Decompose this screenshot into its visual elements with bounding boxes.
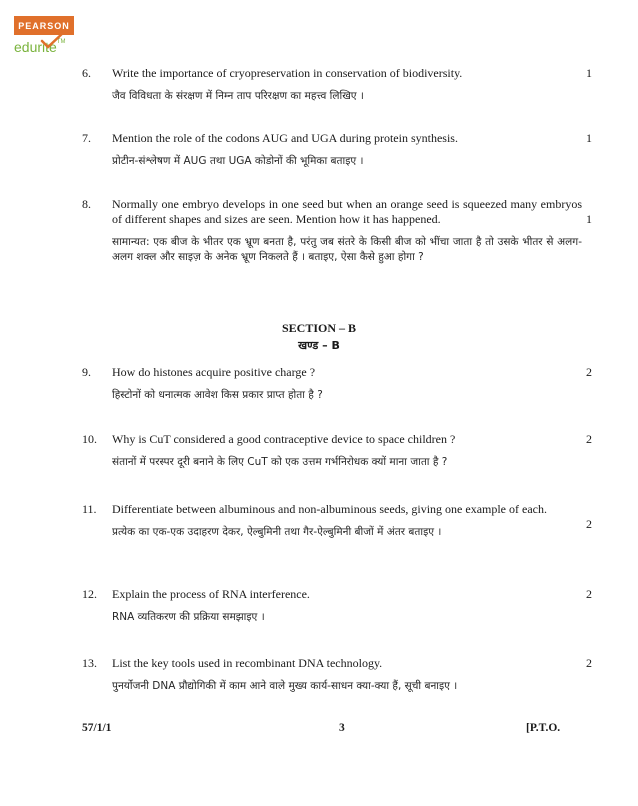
- checkmark-icon: [40, 31, 66, 49]
- section-heading-hi: खण्ड – B: [298, 339, 340, 352]
- question-text-hi: RNA व्यतिकरण की प्रक्रिया समझाइए ।: [112, 611, 265, 623]
- section-heading: SECTION – B: [281, 321, 357, 335]
- question-marks: 2: [586, 517, 592, 531]
- question-text-hi: पुनर्योजनी DNA प्रौद्योगिकी में काम आने वाले मुख्य कार्य-साधन क्या-क्या हैं, सूची बनाइए ।: [112, 680, 458, 692]
- question-marks: 2: [586, 365, 592, 379]
- trademark: TM: [56, 39, 66, 45]
- question-6: [82, 66, 592, 104]
- question-text-hi: प्रोटीन-संश्लेषण में AUG तथा UGA कोडोनों की भूमिका बताइए ।: [112, 155, 364, 167]
- question-marks: 1: [586, 66, 592, 80]
- question-number: 11.: [82, 502, 97, 516]
- please-turn-over: [P.T.O.: [526, 722, 561, 734]
- question-text-hi: प्रत्येक का एक-एक उदाहरण देकर, ऐल्बुमिनी तथा गैर-ऐल्बुमिनी बीजों में अंतर बताइए ।: [112, 526, 442, 538]
- question-number: 7.: [82, 131, 91, 145]
- question-text-hi: जैव विविधता के संरक्षण में निम्न ताप परिरक्षण का महत्त्व लिखिए ।: [112, 90, 364, 102]
- question-marks: 1: [586, 131, 592, 145]
- pearson-edurite-logo: [14, 16, 74, 59]
- question-number: 13.: [82, 656, 97, 670]
- question-13: [82, 656, 592, 694]
- question-marks: 2: [586, 656, 592, 670]
- question-11: [82, 502, 592, 540]
- question-text-hi: संतानों में परस्पर दूरी बनाने के लिए CuT को एक उत्तम गर्भनिरोधक क्यों माना जाता है ?: [112, 456, 448, 468]
- question-marks: 1: [586, 212, 592, 226]
- pearson-logo-box: PEARSON: [14, 16, 74, 35]
- question-text-en: Normally one embryo develops in one seed but when an orange seed is squeezed many embryos of different shapes and sizes are seen. Mention how it has happened.: [112, 197, 582, 226]
- question-text-en: Why is CuT considered a good contraceptive device to space children ?: [112, 432, 456, 446]
- question-number: 9.: [82, 365, 91, 379]
- page-number: 3: [339, 722, 345, 734]
- question-12: [82, 587, 592, 625]
- question-number: 6.: [82, 66, 91, 80]
- question-10: [82, 432, 592, 470]
- question-9: [82, 365, 592, 403]
- question-marks: 2: [586, 587, 592, 601]
- paper-code: 57/1/1: [82, 722, 112, 734]
- question-7: [82, 131, 592, 169]
- question-text-en: Write the importance of cryopreservation in conservation of biodiversity.: [112, 66, 463, 80]
- edurite-text: edurite: [14, 39, 57, 55]
- question-text-en: List the key tools used in recombinant DNA technology.: [112, 656, 383, 670]
- question-text-hi: हिस्टोनों को धनात्मक आवेश किस प्रकार प्राप्त होता है ?: [112, 389, 323, 401]
- question-text-en: Mention the role of the codons AUG and UGA during protein synthesis.: [112, 131, 458, 145]
- question-marks: 2: [586, 432, 592, 446]
- question-text-en: Explain the process of RNA interference.: [112, 587, 310, 601]
- edurite-wordmark: [14, 39, 74, 59]
- question-text-hi: सामान्यत: एक बीज के भीतर एक भ्रूण बनता है, परंतु जब संतरे के किसी बीज को भींचा जाता है तो उसके भीतर से अलग-अलग शक्ल और साइज़ के अनेक भ्रूण निकलते हैं । बताइए, ऐसा कैसे हुआ होगा ?: [112, 236, 582, 263]
- question-number: 12.: [82, 587, 97, 601]
- question-number: 8.: [82, 197, 91, 211]
- question-text-en: Differentiate between albuminous and non-albuminous seeds, giving one example of each.: [112, 502, 547, 516]
- question-8: [82, 197, 592, 265]
- question-text-en: How do histones acquire positive charge ?: [112, 365, 316, 379]
- question-number: 10.: [82, 432, 97, 446]
